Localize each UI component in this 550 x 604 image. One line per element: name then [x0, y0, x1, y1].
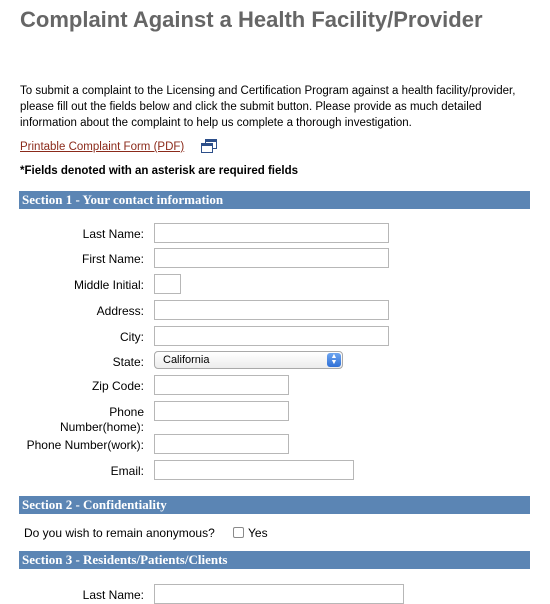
resident-last-name-label: Last Name:: [82, 588, 144, 602]
city-input[interactable]: [154, 326, 389, 346]
city-label: City:: [120, 330, 144, 344]
section-1-header: Section 1 - Your contact information: [19, 191, 530, 209]
first-name-label: First Name:: [81, 252, 144, 266]
zip-code-label: Zip Code:: [91, 379, 144, 393]
anonymous-yes-label: Yes: [248, 526, 268, 540]
section-3-header: Section 3 - Residents/Patients/Clients: [19, 551, 530, 569]
zip-code-input[interactable]: [154, 375, 289, 395]
phone-home-label-line-1: Phone: [109, 405, 144, 419]
address-input[interactable]: [154, 300, 389, 320]
state-select[interactable]: [154, 351, 343, 369]
email-label: Email:: [110, 464, 144, 478]
anonymous-question: Do you wish to remain anonymous?: [24, 526, 215, 540]
middle-initial-input[interactable]: [154, 274, 181, 294]
intro-text: To submit a complaint to the Licensing and Certification Program against a health facility/provider, please fill out the fields below and click the submit button. Please provide as much detailed information about the complaint to help us complete a thorough investigation.: [20, 85, 516, 129]
required-fields-note: *Fields denoted with an asterisk are required fields: [20, 165, 298, 177]
resident-last-name-input[interactable]: [154, 584, 404, 604]
last-name-input[interactable]: [154, 223, 389, 243]
section-2-header: Section 2 - Confidentiality: [19, 496, 530, 514]
new-window-icon[interactable]: [201, 139, 217, 153]
state-label: State:: [112, 355, 144, 369]
address-label: Address:: [96, 304, 144, 318]
first-name-input[interactable]: [154, 248, 389, 268]
phone-work-input[interactable]: [154, 434, 289, 454]
printable-form-link[interactable]: Printable Complaint Form (PDF): [20, 141, 185, 153]
anonymous-yes-checkbox[interactable]: [233, 527, 244, 538]
state-select-value: California: [163, 354, 210, 366]
select-arrows-icon: ▲ ▼: [327, 353, 341, 367]
page-title: Complaint Against a Health Facility/Provider: [20, 7, 483, 32]
phone-work-label: Phone Number(work):: [26, 438, 144, 452]
phone-home-label-line-2: Number(home):: [59, 420, 144, 434]
middle-initial-label: Middle Initial:: [73, 278, 144, 292]
phone-home-input[interactable]: [154, 401, 289, 421]
email-input[interactable]: [154, 460, 354, 480]
phone-home-label: [20, 405, 144, 435]
last-name-label: Last Name:: [82, 227, 144, 241]
